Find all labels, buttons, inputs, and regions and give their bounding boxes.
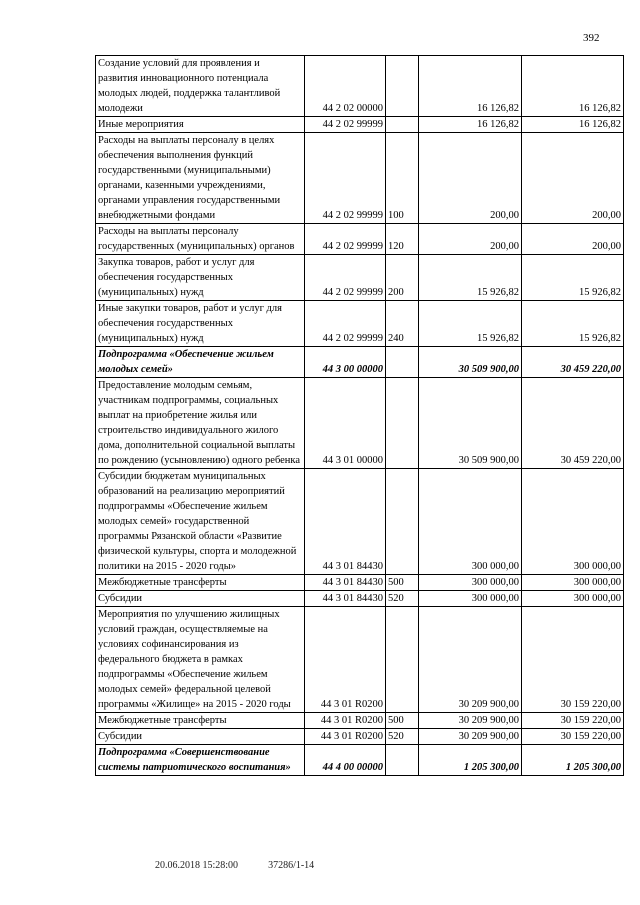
row-sum1-cell: 300 000,00 (419, 591, 522, 607)
row-sum2-cell: 15 926,82 (522, 301, 624, 347)
table-row (96, 729, 624, 745)
row-name-cell: Мероприятия по улучшению жилищных условий граждан, осуществляемые на условиях софинансирования из федерального бюджета в рамках подпрограммы «Обеспечение жильем молодых семей» федеральной целевой программы «Жилище» на 2015 - 2020 годы (96, 607, 305, 713)
row-sum1-cell: 15 926,82 (419, 255, 522, 301)
row-name-cell: Межбюджетные трансферты (96, 713, 305, 729)
table-row (96, 117, 624, 133)
table-row (96, 224, 624, 255)
row-type-cell: 520 (386, 729, 419, 745)
row-code-cell: 44 3 01 R0200 (305, 607, 386, 713)
row-code-cell: 44 4 00 00000 (305, 745, 386, 776)
row-name-cell: Подпрограмма «Обеспечение жильем молодых семей» (96, 347, 305, 378)
row-sum2-cell: 300 000,00 (522, 575, 624, 591)
row-code-cell: 44 3 00 00000 (305, 347, 386, 378)
row-code-cell: 44 2 02 99999 (305, 224, 386, 255)
row-sum1-cell: 200,00 (419, 133, 522, 224)
row-sum2-cell: 300 000,00 (522, 591, 624, 607)
row-sum1-cell: 300 000,00 (419, 575, 522, 591)
table-row (96, 347, 624, 378)
row-code-cell: 44 2 02 99999 (305, 117, 386, 133)
row-type-cell: 200 (386, 255, 419, 301)
row-sum1-cell: 30 209 900,00 (419, 607, 522, 713)
row-sum1-cell: 15 926,82 (419, 301, 522, 347)
footer (155, 860, 314, 871)
row-type-cell: 500 (386, 575, 419, 591)
row-name-cell: Иные закупки товаров, работ и услуг для обеспечения государственных (муниципальных) нужд (96, 301, 305, 347)
table-row (96, 713, 624, 729)
row-sum1-cell: 16 126,82 (419, 56, 522, 117)
row-sum2-cell: 30 159 220,00 (522, 607, 624, 713)
row-code-cell: 44 3 01 84430 (305, 591, 386, 607)
row-type-cell: 120 (386, 224, 419, 255)
row-name-cell: Предоставление молодым семьям, участникам подпрограммы, социальных выплат на приобретение жилья или строительство индивидуального жилого дома, дополнительной социальной выплаты по рождению (усыновлению) одного ребенка (96, 378, 305, 469)
row-sum2-cell: 300 000,00 (522, 469, 624, 575)
row-name-cell: Создание условий для проявления и развития инновационного потенциала молодых людей, поддержка талантливой молодежи (96, 56, 305, 117)
row-sum2-cell: 30 159 220,00 (522, 713, 624, 729)
row-sum1-cell: 300 000,00 (419, 469, 522, 575)
row-sum2-cell: 16 126,82 (522, 56, 624, 117)
row-sum2-cell: 16 126,82 (522, 117, 624, 133)
row-name-cell: Подпрограмма «Совершенствование системы патриотического воспитания» (96, 745, 305, 776)
row-type-cell (386, 56, 419, 117)
row-sum2-cell: 30 459 220,00 (522, 378, 624, 469)
table-row (96, 378, 624, 469)
budget-table-body (96, 56, 624, 776)
row-sum1-cell: 1 205 300,00 (419, 745, 522, 776)
row-sum1-cell: 30 209 900,00 (419, 729, 522, 745)
row-code-cell: 44 3 01 R0200 (305, 713, 386, 729)
row-sum2-cell: 30 459 220,00 (522, 347, 624, 378)
row-name-cell: Субсидии бюджетам муниципальных образований на реализацию мероприятий подпрограммы «Обеспечение жильем молодых семей» государственной программы Рязанской области «Развитие физической культуры, спорта и молодежной политики на 2015 - 2020 годы» (96, 469, 305, 575)
row-name-cell: Субсидии (96, 729, 305, 745)
row-sum1-cell: 30 509 900,00 (419, 347, 522, 378)
row-sum2-cell: 1 205 300,00 (522, 745, 624, 776)
row-name-cell: Расходы на выплаты персоналу в целях обеспечения выполнения функций государственными (муниципальными) органами, казенными учреждениями, органами управления государственными внебюджетными фондами (96, 133, 305, 224)
row-type-cell (386, 745, 419, 776)
row-sum1-cell: 30 509 900,00 (419, 378, 522, 469)
page-number: 392 (583, 32, 600, 44)
row-type-cell: 240 (386, 301, 419, 347)
row-code-cell: 44 3 01 00000 (305, 378, 386, 469)
row-sum1-cell: 16 126,82 (419, 117, 522, 133)
footer-doc-number: 37286/1-14 (268, 860, 315, 871)
row-code-cell: 44 2 02 99999 (305, 255, 386, 301)
row-code-cell: 44 2 02 99999 (305, 133, 386, 224)
table-row (96, 301, 624, 347)
row-name-cell: Субсидии (96, 591, 305, 607)
row-type-cell (386, 607, 419, 713)
row-type-cell (386, 469, 419, 575)
row-type-cell (386, 117, 419, 133)
budget-table (95, 55, 624, 776)
table-row (96, 607, 624, 713)
table-row (96, 469, 624, 575)
row-code-cell: 44 3 01 R0200 (305, 729, 386, 745)
table-row (96, 745, 624, 776)
row-sum1-cell: 200,00 (419, 224, 522, 255)
row-sum2-cell: 200,00 (522, 224, 624, 255)
footer-timestamp: 20.06.2018 15:28:00 (155, 860, 239, 871)
row-sum2-cell: 15 926,82 (522, 255, 624, 301)
row-name-cell: Закупка товаров, работ и услуг для обеспечения государственных (муниципальных) нужд (96, 255, 305, 301)
row-code-cell: 44 3 01 84430 (305, 469, 386, 575)
row-name-cell: Иные мероприятия (96, 117, 305, 133)
row-name-cell: Межбюджетные трансферты (96, 575, 305, 591)
row-type-cell (386, 378, 419, 469)
table-row (96, 591, 624, 607)
table-row (96, 255, 624, 301)
row-code-cell: 44 3 01 84430 (305, 575, 386, 591)
table-row (96, 56, 624, 117)
table-row (96, 133, 624, 224)
row-type-cell: 500 (386, 713, 419, 729)
row-sum2-cell: 200,00 (522, 133, 624, 224)
row-code-cell: 44 2 02 00000 (305, 56, 386, 117)
row-type-cell (386, 347, 419, 378)
row-sum2-cell: 30 159 220,00 (522, 729, 624, 745)
row-type-cell: 520 (386, 591, 419, 607)
row-sum1-cell: 30 209 900,00 (419, 713, 522, 729)
row-name-cell: Расходы на выплаты персоналу государственных (муниципальных) органов (96, 224, 305, 255)
table-row (96, 575, 624, 591)
row-code-cell: 44 2 02 99999 (305, 301, 386, 347)
row-type-cell: 100 (386, 133, 419, 224)
